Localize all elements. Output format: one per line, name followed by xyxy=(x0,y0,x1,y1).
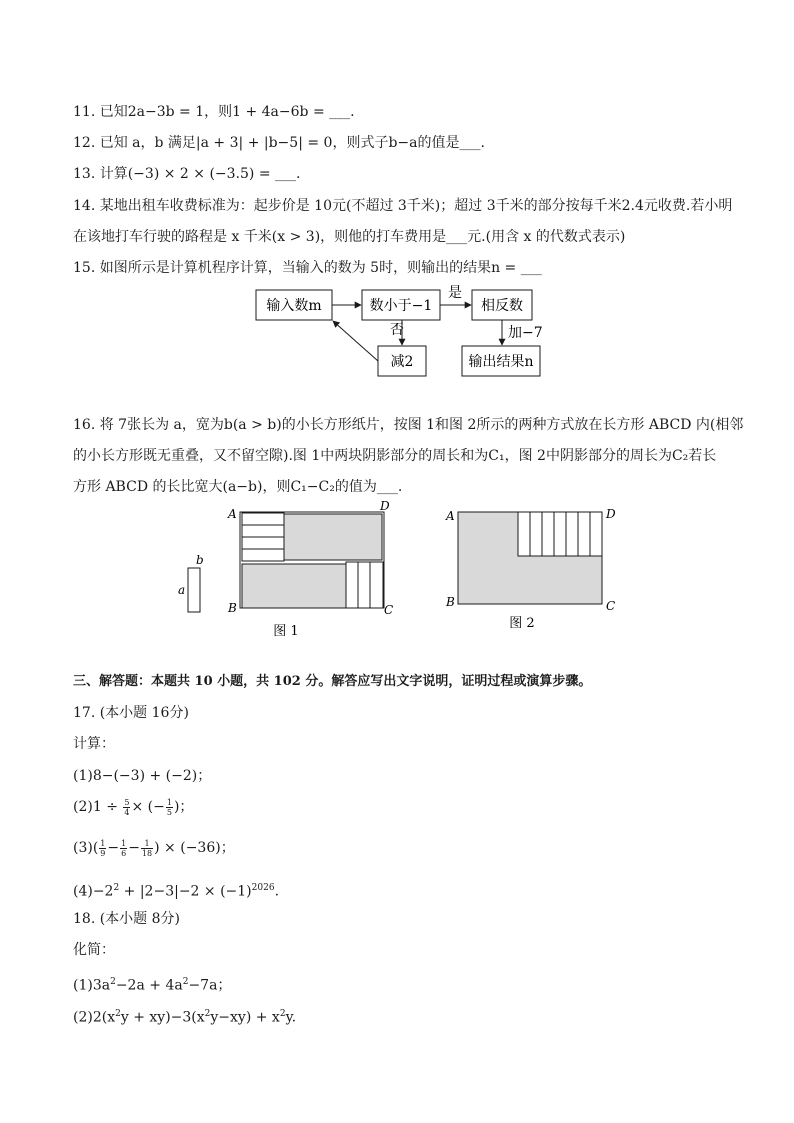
q17-part4-post: . xyxy=(274,883,280,900)
vertical-rect xyxy=(542,512,554,556)
q18-part2-post: y. xyxy=(285,1009,297,1026)
q17-part2 xyxy=(73,797,193,817)
q13: 13. 计算(−3) × 2 × (−3.5) = ___. xyxy=(73,166,301,182)
vertical-rect xyxy=(566,512,578,556)
stack-rect xyxy=(242,549,284,561)
fraction-5-4: $\frac{5}{4}$ xyxy=(124,797,130,817)
figure-2 xyxy=(440,498,630,638)
q17-part2-post: )； xyxy=(173,799,194,815)
q17-part4-pre: (4)−2 xyxy=(73,883,114,900)
q17-part1: (1)8−(−3) + (−2)； xyxy=(73,768,212,784)
vertex-C: C xyxy=(606,599,616,613)
q16-line3: 方形 ABCD 的长比宽大(a−b)，则C₁−C₂的值为___. xyxy=(73,479,403,495)
q18-part2-mid1: y + xy)−3(x xyxy=(120,1009,205,1026)
q16-line1: 16. 将 7张长为 a，宽为b(a > b)的小长方形纸片，按图 1和图 2所示的两种方式放在长方形 ABCD 内(相邻 xyxy=(73,417,744,433)
label-a: a xyxy=(178,583,186,597)
vertex-C: C xyxy=(384,603,394,617)
q17-part3 xyxy=(73,838,235,858)
q18-part1-pre: (1)3a xyxy=(73,977,111,994)
flow-add-label: 加−7 xyxy=(508,325,543,341)
exponent: 2 xyxy=(113,883,120,893)
flow-yes-label: 是 xyxy=(448,285,462,301)
exponent: 2 xyxy=(204,1009,211,1019)
fraction-1-18: $\frac{1}{18}$ xyxy=(141,838,153,858)
flow-output-label: 输出结果n xyxy=(468,354,534,370)
q11: 11. 已知2a−3b = 1，则1 + 4a−6b = ___. xyxy=(73,104,355,120)
vertical-rect xyxy=(370,562,383,608)
vertical-rect xyxy=(590,512,602,556)
flow-no-label: 否 xyxy=(390,322,404,338)
q17-part2-pre: (2)1 ÷ xyxy=(73,799,118,815)
q18-part1-mid: −2a + 4a xyxy=(115,977,183,994)
stack-rect xyxy=(242,525,284,537)
q16-line2: 的小长方形既无重叠，又不留空隙).图 1中两块阴影部分的周长和为C₁，图 2中阴影部分的周长为C₂若长 xyxy=(73,448,717,464)
vertical-rect xyxy=(578,512,590,556)
exponent: 2 xyxy=(182,977,189,987)
fraction-1-6: $\frac{1}{6}$ xyxy=(121,838,127,858)
vertical-rect xyxy=(346,562,358,608)
label-b: b xyxy=(196,553,204,567)
q18-part2-mid2: y−xy) + x xyxy=(210,1009,280,1026)
figure-1 xyxy=(170,498,400,643)
flow-opposite-label: 相反数 xyxy=(481,298,523,314)
q17-part4 xyxy=(73,878,279,902)
q14-line2: 在该地打车行驶的路程是 x 千米(x > 3)，则他的打车费用是___元.(用含 x 的代数式表示) xyxy=(73,229,626,245)
q17-part3-pre: (3)( xyxy=(73,840,99,856)
q17-header: 17. (本小题 16分) xyxy=(73,705,189,721)
q18-part2 xyxy=(73,1004,296,1028)
shaded-region-bottom xyxy=(242,564,346,608)
stack-rect xyxy=(242,513,284,525)
flow-arrow-subtract-input xyxy=(333,321,378,361)
minus-sign: − xyxy=(107,840,120,856)
exponent: 2 xyxy=(115,1009,121,1019)
q18-part1-post: −7a； xyxy=(188,977,232,994)
shaded-region-top xyxy=(284,514,382,560)
q18-header: 18. (本小题 8分) xyxy=(73,911,180,927)
q18-part2-pre: (2)2(x xyxy=(73,1009,116,1026)
flow-condition-label: 数小于−1 xyxy=(369,298,433,314)
q17-part3-post: ) × (−36)； xyxy=(154,840,235,856)
vertex-A: A xyxy=(446,509,455,523)
vertex-B: B xyxy=(446,595,455,609)
q12: 12. 已知 a，b 满足|a + 3| + |b−5| = 0，则式子b−a的值是___. xyxy=(73,135,485,151)
vertex-B: B xyxy=(228,601,237,615)
q17-part4-mid: + |2−3|−2 × (−1) xyxy=(119,883,252,900)
caption-figure-1: 图 1 xyxy=(273,624,299,639)
exponent: 2 xyxy=(110,977,116,987)
q17-instruction: 计算： xyxy=(73,736,115,752)
vertical-rect xyxy=(358,562,370,608)
q18-part1 xyxy=(73,972,231,996)
minus-sign: − xyxy=(128,840,140,856)
fraction-1-9: $\frac{1}{9}$ xyxy=(100,838,106,858)
flowchart xyxy=(250,282,550,382)
vertex-D: D xyxy=(380,499,390,513)
flow-input-label: 输入数m xyxy=(266,298,322,314)
vertex-A: A xyxy=(228,507,237,521)
q14-line1: 14. 某地出租车收费标准为：起步价是 10元(不超过 3千米)；超过 3千米的部分按每千米2.4元收费.若小明 xyxy=(73,198,733,214)
vertical-rect xyxy=(530,512,542,556)
q15: 15. 如图所示是计算机程序计算，当输入的数为 5时，则输出的结果n = ___ xyxy=(73,260,542,276)
vertical-rect xyxy=(518,512,530,556)
vertical-rect xyxy=(554,512,566,556)
section-3-heading: 三、解答题：本题共 10 小题，共 102 分。解答应写出文字说明，证明过程或演算步骤。 xyxy=(73,674,592,689)
q17-part2-mid: × (− xyxy=(131,799,165,815)
q18-instruction: 化简： xyxy=(73,942,115,958)
exponent: 2 xyxy=(279,1009,286,1019)
stack-rect xyxy=(242,537,284,549)
vertex-D: D xyxy=(606,507,616,521)
exponent: 2026 xyxy=(251,883,275,893)
fraction-1-5: $\frac{1}{5}$ xyxy=(166,797,172,817)
small-rect-sample xyxy=(188,568,200,612)
caption-figure-2: 图 2 xyxy=(509,616,535,631)
flow-subtract-label: 减2 xyxy=(390,354,414,370)
